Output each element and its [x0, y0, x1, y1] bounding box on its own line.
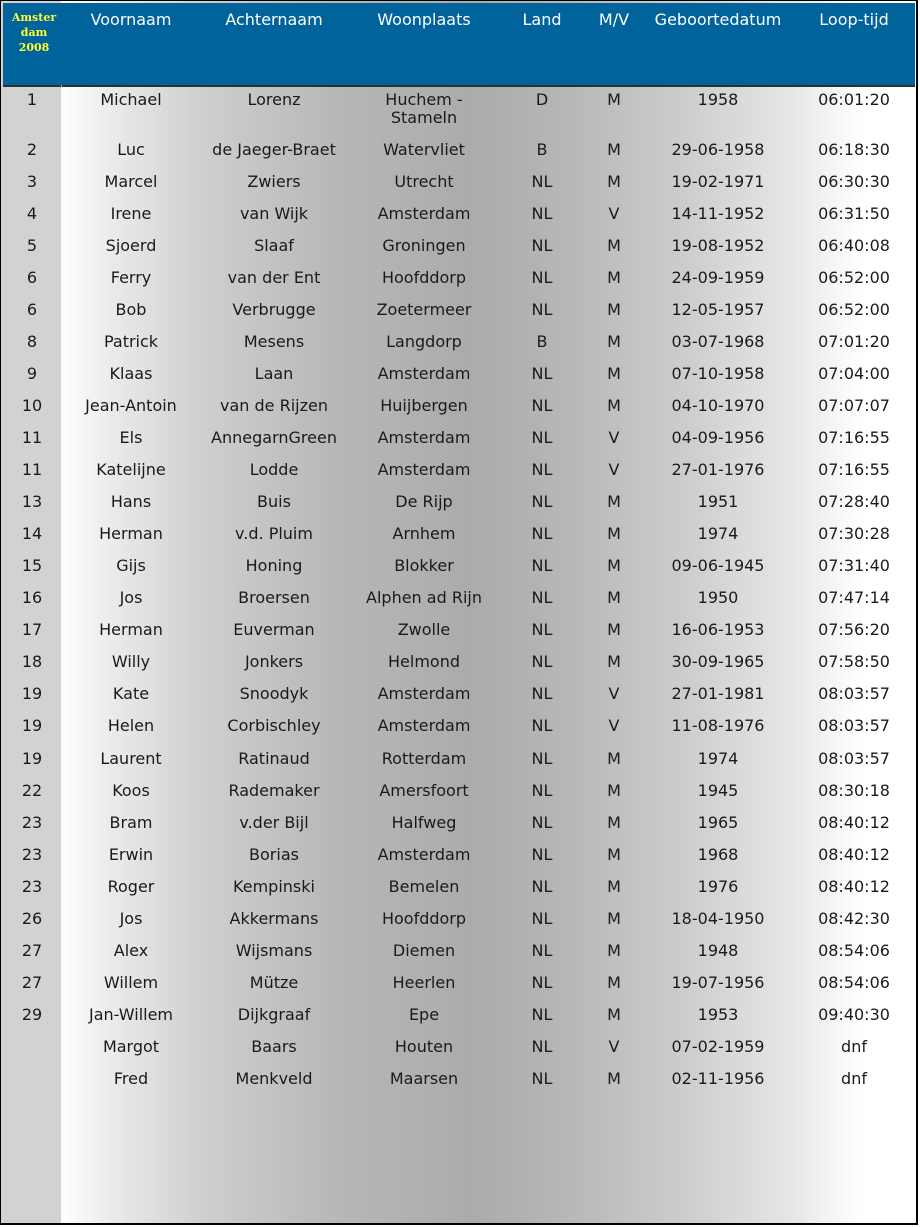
table-row: [1, 621, 918, 653]
last-name-cell: Mesens: [243, 332, 305, 351]
birthdate-cell: 1950: [697, 588, 739, 607]
city-cell: Amsterdam: [377, 428, 471, 447]
event-logo: [5, 10, 63, 55]
last-name-cell: Zwiers: [247, 172, 301, 191]
table-row: [1, 397, 918, 429]
country-cell: NL: [531, 396, 553, 415]
gender-cell: M: [607, 556, 621, 575]
last-name-cell: Broersen: [238, 588, 310, 607]
last-name-cell: van der Ent: [227, 268, 321, 287]
first-name-cell: Herman: [99, 620, 163, 639]
table-row: [1, 557, 918, 589]
city-cell: Hoofddorp: [381, 268, 467, 287]
last-name-cell: Borias: [249, 845, 299, 864]
city-cell: Halfweg: [391, 813, 457, 832]
rank-cell: 1: [26, 90, 38, 109]
gender-cell: M: [607, 749, 621, 768]
country-cell: NL: [531, 204, 553, 223]
last-name-cell: Laan: [254, 364, 294, 383]
last-name-cell: Wijsmans: [235, 941, 313, 960]
last-name-cell: Buis: [257, 492, 291, 511]
birthdate-cell: 14-11-1952: [671, 204, 765, 223]
gender-cell: V: [608, 1037, 620, 1056]
birthdate-cell: 30-09-1965: [671, 652, 765, 671]
city-cell: Helmond: [388, 652, 460, 671]
run-time-cell: 08:40:12: [818, 813, 890, 832]
table-row: [1, 525, 918, 557]
first-name-cell: Ferry: [110, 268, 152, 287]
last-name-cell: Menkveld: [235, 1069, 313, 1088]
gender-cell: M: [607, 877, 621, 896]
table-row: [1, 301, 918, 333]
city-cell: Bemelen: [388, 877, 460, 896]
logo-line: 2008: [18, 41, 50, 54]
birthdate-cell: 16-06-1953: [671, 620, 765, 639]
birthdate-cell: 09-06-1945: [671, 556, 765, 575]
run-time-cell: 08:42:30: [818, 909, 890, 928]
rank-cell: 23: [21, 845, 43, 864]
city-cell: De Rijp: [395, 492, 453, 511]
country-cell: B: [536, 332, 548, 351]
gender-cell: V: [608, 204, 620, 223]
last-name-cell: Akkermans: [229, 909, 319, 928]
rank-cell: 13: [21, 492, 43, 511]
city-cell: Zoetermeer: [376, 300, 472, 319]
birthdate-cell: 19-08-1952: [671, 236, 765, 255]
run-time-cell: 08:03:57: [818, 716, 890, 735]
city-cell: Maarsen: [389, 1069, 459, 1088]
run-time-cell: dnf: [841, 1037, 867, 1056]
rank-cell: 16: [21, 588, 43, 607]
first-name-cell: Fred: [113, 1069, 149, 1088]
table-row: [1, 750, 918, 782]
country-cell: NL: [531, 300, 553, 319]
country-cell: B: [536, 140, 548, 159]
gender-cell: M: [607, 492, 621, 511]
rank-cell: 10: [21, 396, 43, 415]
run-time-cell: 07:07:07: [818, 396, 890, 415]
country-cell: NL: [531, 1037, 553, 1056]
city-cell: Utrecht: [394, 172, 454, 191]
country-cell: NL: [531, 781, 553, 800]
run-time-cell: 07:31:40: [818, 556, 890, 575]
run-time-cell: 06:52:00: [818, 300, 890, 319]
country-cell: NL: [531, 556, 553, 575]
gender-cell: M: [607, 236, 621, 255]
table-row: [1, 173, 918, 205]
last-name-cell: AnnegarnGreen: [211, 428, 337, 447]
birthdate-cell: 04-09-1956: [671, 428, 765, 447]
birthdate-cell: 1958: [697, 90, 739, 109]
run-time-cell: 06:01:20: [818, 90, 890, 109]
first-name-cell: Katelijne: [96, 460, 166, 479]
gender-cell: M: [607, 973, 621, 992]
rank-cell: 5: [26, 236, 38, 255]
rank-cell: 19: [21, 716, 43, 735]
city-cell: Hoofddorp: [381, 909, 467, 928]
country-cell: NL: [531, 877, 553, 896]
table-row: [1, 878, 918, 910]
city-cell: Epe: [408, 1005, 440, 1024]
country-cell: NL: [531, 428, 553, 447]
first-name-cell: Jos: [119, 909, 143, 928]
run-time-cell: 08:54:06: [818, 973, 890, 992]
column-header-voornaam: Voornaam: [90, 10, 172, 29]
last-name-cell: Slaaf: [254, 236, 294, 255]
city-cell: Langdorp: [386, 332, 462, 351]
run-time-cell: 07:30:28: [818, 524, 890, 543]
country-cell: NL: [531, 684, 553, 703]
gender-cell: V: [608, 716, 620, 735]
first-name-cell: Luc: [117, 140, 145, 159]
run-time-cell: 08:03:57: [818, 749, 890, 768]
first-name-cell: Gijs: [116, 556, 146, 575]
city-cell: Amsterdam: [377, 460, 471, 479]
table-row: [1, 782, 918, 814]
column-header-woonplaats: Woonplaats: [377, 10, 471, 29]
rank-cell: 26: [21, 909, 43, 928]
country-cell: NL: [531, 492, 553, 511]
first-name-cell: Sjoerd: [105, 236, 157, 255]
gender-cell: M: [607, 588, 621, 607]
table-row: [1, 1006, 918, 1038]
rank-cell: 9: [26, 364, 38, 383]
first-name-cell: Michael: [100, 90, 162, 109]
birthdate-cell: 1953: [697, 1005, 739, 1024]
gender-cell: M: [607, 524, 621, 543]
table-row: [1, 493, 918, 525]
first-name-cell: Margot: [102, 1037, 160, 1056]
last-name-cell: Rademaker: [228, 781, 320, 800]
country-cell: NL: [531, 909, 553, 928]
country-cell: NL: [531, 716, 553, 735]
gender-cell: M: [607, 652, 621, 671]
city-cell: Amersfoort: [379, 781, 469, 800]
run-time-cell: 06:40:08: [818, 236, 890, 255]
first-name-cell: Jean-Antoin: [85, 396, 177, 415]
rank-cell: 4: [26, 204, 38, 223]
first-name-cell: Kate: [112, 684, 150, 703]
column-header-achternaam: Achternaam: [225, 10, 323, 29]
run-time-cell: 07:04:00: [818, 364, 890, 383]
table-row: [1, 333, 918, 365]
birthdate-cell: 19-02-1971: [671, 172, 765, 191]
country-cell: NL: [531, 813, 553, 832]
city-cell: Alphen ad Rijn: [366, 588, 482, 607]
table-row: [1, 589, 918, 621]
first-name-cell: Irene: [110, 204, 152, 223]
table-row: [1, 429, 918, 461]
birthdate-cell: 11-08-1976: [671, 716, 765, 735]
country-cell: NL: [531, 172, 553, 191]
birthdate-cell: 12-05-1957: [671, 300, 765, 319]
birthdate-cell: 02-11-1956: [671, 1069, 765, 1088]
rank-cell: 11: [21, 460, 43, 479]
gender-cell: M: [607, 364, 621, 383]
last-name-cell: Dijkgraaf: [237, 1005, 311, 1024]
run-time-cell: 06:18:30: [818, 140, 890, 159]
table-row: [1, 814, 918, 846]
table-row: [1, 237, 918, 269]
birthdate-cell: 1976: [697, 877, 739, 896]
first-name-cell: Erwin: [108, 845, 154, 864]
table-header: [3, 3, 915, 87]
rank-cell: 19: [21, 749, 43, 768]
gender-cell: V: [608, 684, 620, 703]
last-name-cell: Corbischley: [227, 716, 321, 735]
gender-cell: M: [607, 268, 621, 287]
first-name-cell: Roger: [107, 877, 155, 896]
last-name-cell: Ratinaud: [238, 749, 310, 768]
first-name-cell: Jan-Willem: [88, 1005, 174, 1024]
table-row: [1, 1070, 918, 1102]
table-row: [1, 685, 918, 717]
last-name-cell: Mütze: [249, 973, 299, 992]
run-time-cell: 07:47:14: [818, 588, 890, 607]
run-time-cell: 06:52:00: [818, 268, 890, 287]
gender-cell: V: [608, 460, 620, 479]
first-name-cell: Klaas: [109, 364, 153, 383]
city-cell: Houten: [394, 1037, 454, 1056]
first-name-cell: Koos: [112, 781, 150, 800]
birthdate-cell: 1948: [697, 941, 739, 960]
last-name-cell: v.d. Pluim: [235, 524, 313, 543]
first-name-cell: Patrick: [103, 332, 159, 351]
gender-cell: M: [607, 845, 621, 864]
first-name-cell: Laurent: [100, 749, 162, 768]
country-cell: NL: [531, 460, 553, 479]
gender-cell: M: [607, 172, 621, 191]
last-name-cell: Lodde: [249, 460, 299, 479]
run-time-cell: 08:54:06: [818, 941, 890, 960]
city-cell: Diemen: [392, 941, 456, 960]
country-cell: NL: [531, 845, 553, 864]
rank-cell: 18: [21, 652, 43, 671]
gender-cell: M: [607, 1069, 621, 1088]
table-row: [1, 269, 918, 301]
city-cell: Arnhem: [392, 524, 456, 543]
birthdate-cell: 1951: [697, 492, 739, 511]
birthdate-cell: 03-07-1968: [671, 332, 765, 351]
country-cell: NL: [531, 620, 553, 639]
first-name-cell: Jos: [119, 588, 143, 607]
country-cell: NL: [531, 973, 553, 992]
run-time-cell: 07:28:40: [818, 492, 890, 511]
city-cell: Heerlen: [392, 973, 456, 992]
rank-cell: 8: [26, 332, 38, 351]
gender-cell: M: [607, 1005, 621, 1024]
gender-cell: M: [607, 140, 621, 159]
country-cell: NL: [531, 941, 553, 960]
last-name-cell: de Jaeger-Braet: [212, 140, 336, 159]
country-cell: D: [535, 90, 549, 109]
birthdate-cell: 07-02-1959: [671, 1037, 765, 1056]
last-name-cell: Verbrugge: [232, 300, 316, 319]
gender-cell: M: [607, 90, 621, 109]
first-name-cell: Marcel: [104, 172, 158, 191]
first-name-cell: Helen: [107, 716, 155, 735]
city-cell: Groningen: [382, 236, 466, 255]
rank-cell: 23: [21, 813, 43, 832]
country-cell: NL: [531, 268, 553, 287]
city-cell: Blokker: [394, 556, 454, 575]
country-cell: NL: [531, 236, 553, 255]
city-cell: Amsterdam: [377, 204, 471, 223]
gender-cell: M: [607, 396, 621, 415]
last-name-cell: Euverman: [233, 620, 315, 639]
gender-cell: M: [607, 300, 621, 319]
run-time-cell: 08:30:18: [818, 781, 890, 800]
first-name-cell: Alex: [113, 941, 149, 960]
rank-cell: 15: [21, 556, 43, 575]
birthdate-cell: 27-01-1981: [671, 684, 765, 703]
run-time-cell: 08:03:57: [818, 684, 890, 703]
birthdate-cell: 29-06-1958: [671, 140, 765, 159]
gender-cell: V: [608, 428, 620, 447]
run-time-cell: 09:40:30: [818, 1005, 890, 1024]
last-name-cell: v.der Bijl: [239, 813, 309, 832]
country-cell: NL: [531, 524, 553, 543]
first-name-cell: Hans: [110, 492, 152, 511]
rank-cell: 23: [21, 877, 43, 896]
table-row: [1, 461, 918, 493]
table-row: [1, 365, 918, 397]
table-row: [1, 942, 918, 974]
birthdate-cell: 27-01-1976: [671, 460, 765, 479]
first-name-cell: Herman: [99, 524, 163, 543]
city-cell: Amsterdam: [377, 684, 471, 703]
gender-cell: M: [607, 332, 621, 351]
rank-cell: 6: [26, 268, 38, 287]
rank-cell: 19: [21, 684, 43, 703]
city-cell: Amsterdam: [377, 845, 471, 864]
run-time-cell: 06:31:50: [818, 204, 890, 223]
table-row: [1, 91, 918, 141]
run-time-cell: 06:30:30: [818, 172, 890, 191]
city-cell: Watervliet: [383, 140, 465, 159]
last-name-cell: Snoodyk: [239, 684, 309, 703]
gender-cell: M: [607, 620, 621, 639]
birthdate-cell: 24-09-1959: [671, 268, 765, 287]
country-cell: NL: [531, 1005, 553, 1024]
rank-cell: 27: [21, 941, 43, 960]
logo-line: Amster: [11, 11, 57, 24]
birthdate-cell: 1974: [697, 749, 739, 768]
first-name-cell: Bob: [115, 300, 147, 319]
table-row: [1, 974, 918, 1006]
first-name-cell: Willem: [103, 973, 159, 992]
birthdate-cell: 1945: [697, 781, 739, 800]
city-cell: Amsterdam: [377, 716, 471, 735]
last-name-cell: Kempinski: [233, 877, 315, 896]
birthdate-cell: 1965: [697, 813, 739, 832]
table-row: [1, 141, 918, 173]
run-time-cell: 08:40:12: [818, 845, 890, 864]
column-header-looptijd: Loop-tijd: [819, 10, 889, 29]
column-header-land: Land: [522, 10, 562, 29]
rank-cell: 2: [26, 140, 38, 159]
run-time-cell: 07:16:55: [818, 460, 890, 479]
city-cell: Zwolle: [397, 620, 451, 639]
rank-cell: 29: [21, 1005, 43, 1024]
city-cell: Huijbergen: [380, 396, 468, 415]
rank-cell: 11: [21, 428, 43, 447]
city-cell: Amsterdam: [377, 364, 471, 383]
table-row: [1, 910, 918, 942]
gender-cell: M: [607, 813, 621, 832]
country-cell: NL: [531, 1069, 553, 1088]
birthdate-cell: 18-04-1950: [671, 909, 765, 928]
run-time-cell: 07:01:20: [818, 332, 890, 351]
table-row: [1, 846, 918, 878]
last-name-cell: Honing: [245, 556, 303, 575]
run-time-cell: 07:16:55: [818, 428, 890, 447]
last-name-cell: Lorenz: [247, 90, 301, 109]
rank-cell: 27: [21, 973, 43, 992]
rank-cell: 6: [26, 300, 38, 319]
country-cell: NL: [531, 588, 553, 607]
run-time-cell: 08:40:12: [818, 877, 890, 896]
rank-cell: 14: [21, 524, 43, 543]
city-cell: Huchem - Stameln: [385, 90, 463, 127]
rank-cell: 22: [21, 781, 43, 800]
column-header-geboortedatum: Geboortedatum: [654, 10, 782, 29]
birthdate-cell: 19-07-1956: [671, 973, 765, 992]
gender-cell: M: [607, 909, 621, 928]
first-name-cell: Els: [119, 428, 143, 447]
last-name-cell: Jonkers: [244, 652, 304, 671]
column-header-mv: M/V: [598, 10, 630, 29]
country-cell: NL: [531, 364, 553, 383]
logo-line: dam: [20, 26, 48, 39]
gender-cell: M: [607, 941, 621, 960]
country-cell: NL: [531, 652, 553, 671]
table-row: [1, 1038, 918, 1070]
table-row: [1, 653, 918, 685]
table-row: [1, 717, 918, 749]
run-time-cell: 07:58:50: [818, 652, 890, 671]
last-name-cell: van Wijk: [239, 204, 309, 223]
rank-cell: 17: [21, 620, 43, 639]
country-cell: NL: [531, 749, 553, 768]
birthdate-cell: 04-10-1970: [671, 396, 765, 415]
gender-cell: M: [607, 781, 621, 800]
birthdate-cell: 1974: [697, 524, 739, 543]
first-name-cell: Bram: [109, 813, 153, 832]
last-name-cell: van de Rijzen: [220, 396, 328, 415]
table-row: [1, 205, 918, 237]
first-name-cell: Willy: [111, 652, 151, 671]
rank-cell: 3: [26, 172, 38, 191]
run-time-cell: dnf: [841, 1069, 867, 1088]
run-time-cell: 07:56:20: [818, 620, 890, 639]
birthdate-cell: 1968: [697, 845, 739, 864]
city-cell: Rotterdam: [381, 749, 467, 768]
last-name-cell: Baars: [251, 1037, 297, 1056]
birthdate-cell: 07-10-1958: [671, 364, 765, 383]
